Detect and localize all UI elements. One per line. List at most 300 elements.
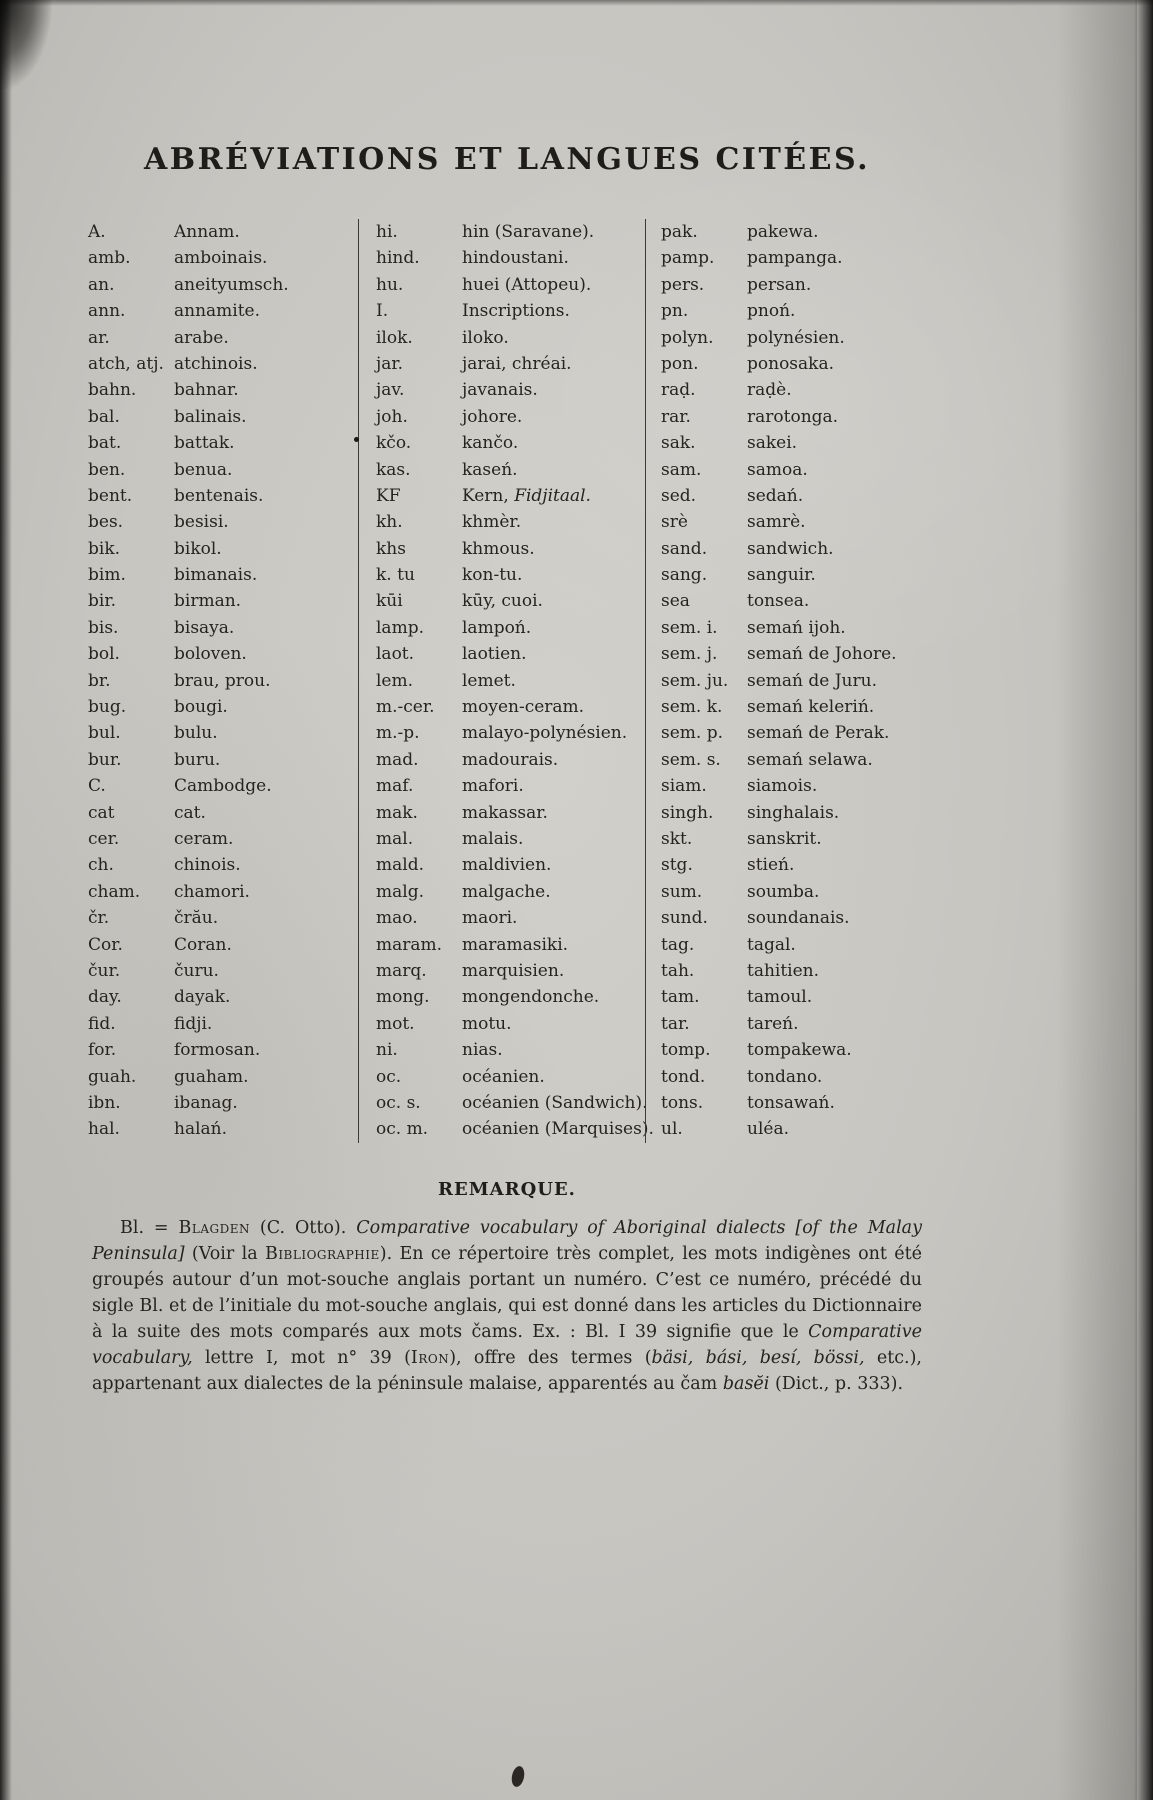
remark-text-segment: lettre I, mot n° 39 ( bbox=[192, 1347, 411, 1368]
language-name: javanais. bbox=[462, 380, 538, 401]
language-name: singhalais. bbox=[747, 802, 840, 823]
language-name: arabe. bbox=[174, 327, 229, 348]
abbreviation: bir. bbox=[88, 591, 116, 612]
remark-text-segment: basĕi bbox=[722, 1373, 770, 1394]
abbreviation-entry bbox=[376, 615, 645, 641]
abbreviation: kūi bbox=[376, 591, 403, 612]
abbreviation: sea bbox=[661, 591, 690, 612]
language-name: jarai, chréai. bbox=[462, 353, 572, 374]
abbreviation-entry bbox=[88, 509, 358, 535]
abbreviation: cham. bbox=[88, 881, 141, 902]
abbreviation: mad. bbox=[376, 749, 419, 770]
language-name: tompakewa. bbox=[747, 1040, 852, 1061]
abbreviation: joh. bbox=[376, 406, 408, 427]
abbreviation-entry bbox=[88, 668, 358, 694]
abbreviation: hind. bbox=[376, 248, 420, 269]
language-name: tondano. bbox=[747, 1066, 823, 1087]
language-name: bulu. bbox=[174, 723, 218, 744]
language-name: rarotonga. bbox=[747, 406, 839, 427]
abbreviation-entry bbox=[376, 298, 645, 324]
abbreviation: tond. bbox=[661, 1066, 706, 1087]
language-name: birman. bbox=[174, 591, 242, 612]
abbreviation-entry bbox=[661, 430, 926, 456]
language-name: maori. bbox=[462, 908, 518, 929]
abbreviation: bug. bbox=[88, 697, 127, 718]
abbreviation-entry bbox=[88, 720, 358, 746]
language-name: kančo. bbox=[462, 433, 519, 454]
abbreviation: raḍ. bbox=[661, 380, 696, 401]
abbreviation-entry bbox=[88, 377, 358, 403]
language-name: maldivien. bbox=[462, 855, 552, 876]
abbreviation-entry bbox=[88, 245, 358, 271]
abbreviation-entry bbox=[376, 536, 645, 562]
language-name: madourais. bbox=[462, 749, 559, 770]
abbreviation: ann. bbox=[88, 301, 126, 322]
language-name: tonsea. bbox=[747, 591, 810, 612]
abbreviation-entry bbox=[376, 1037, 645, 1063]
abbreviation-entry bbox=[661, 800, 926, 826]
language-name: siamois. bbox=[747, 776, 818, 797]
language-name: lemet. bbox=[462, 670, 516, 691]
abbreviation-entry bbox=[661, 958, 926, 984]
remark-text-segment: ). En ce répertoire très complet, les mots indigènes ont été groupés autour d’un mot-souche anglais portant un numéro. C’est ce numéro, précédé du sigle Bl. et de l’initiale du mot-souche anglais, qui est donné dans les articles du Dictionnaire à la suite des mots comparés aux mots čams. Ex. : Bl. I 39 signifie que le bbox=[92, 1243, 923, 1342]
abbreviation-entry bbox=[88, 404, 358, 430]
language-name: bahnar. bbox=[174, 380, 239, 401]
abbreviation-entry bbox=[88, 1011, 358, 1037]
language-name: dayak. bbox=[174, 987, 231, 1008]
abbreviation: bes. bbox=[88, 512, 124, 533]
abbreviation-entry bbox=[88, 615, 358, 641]
abbreviation-entry bbox=[376, 245, 645, 271]
abbreviation: laot. bbox=[376, 644, 415, 665]
scan-smudge-bottom bbox=[510, 1765, 526, 1788]
language-name: kon-tu. bbox=[462, 565, 523, 586]
abbreviation-entry bbox=[661, 509, 926, 535]
scan-edge-top bbox=[0, 0, 1153, 6]
language-name: Annam. bbox=[174, 222, 240, 242]
language-name: tamoul. bbox=[747, 987, 813, 1008]
abbreviation-entry bbox=[376, 351, 645, 377]
abbreviation-entry bbox=[88, 325, 358, 351]
abbreviation: fid. bbox=[88, 1013, 116, 1034]
abbreviation: tar. bbox=[661, 1013, 690, 1034]
abbreviation-entry bbox=[376, 879, 645, 905]
language-name: Cambodge. bbox=[174, 776, 272, 797]
language-name: sanskrit. bbox=[747, 828, 822, 849]
abbreviation-entry bbox=[376, 1116, 654, 1142]
abbreviation: bent. bbox=[88, 485, 133, 506]
abbreviation-entry bbox=[88, 272, 358, 298]
abbreviation-entry bbox=[376, 720, 645, 746]
abbreviation-entry bbox=[88, 747, 358, 773]
language-name: nias. bbox=[462, 1040, 503, 1061]
language-name: battak. bbox=[174, 433, 235, 454]
abbreviation-entry bbox=[661, 325, 926, 351]
abbreviation-entry bbox=[376, 457, 645, 483]
abbreviation-entry bbox=[88, 1090, 358, 1116]
language-name: čuru. bbox=[174, 960, 219, 981]
abbreviation-entry bbox=[661, 694, 926, 720]
abbreviation: čur. bbox=[88, 960, 121, 981]
abbreviation: KF bbox=[376, 485, 401, 506]
abbreviation-entry bbox=[88, 219, 358, 245]
abbreviation-entry bbox=[661, 1116, 926, 1142]
abbreviation: kčo. bbox=[376, 433, 412, 454]
language-name: semań de Perak. bbox=[747, 723, 890, 744]
abbreviation: lamp. bbox=[376, 617, 424, 638]
language-name: semań keleriń. bbox=[747, 697, 875, 718]
abbreviation-entry bbox=[661, 219, 926, 245]
scan-corner-top-left bbox=[0, 0, 52, 90]
abbreviation-entry bbox=[376, 747, 645, 773]
language-name: soundanais. bbox=[747, 908, 850, 929]
language-name: semań de Johore. bbox=[747, 644, 897, 665]
abbreviation: bis. bbox=[88, 617, 119, 638]
abbreviation: pon. bbox=[661, 353, 699, 374]
abbreviation-entry bbox=[376, 325, 645, 351]
language-name: samoa. bbox=[747, 459, 808, 480]
abbreviation: stg. bbox=[661, 855, 693, 876]
language-name: tonsawań. bbox=[747, 1092, 835, 1113]
abbreviation-entry bbox=[88, 905, 358, 931]
abbreviation-entry bbox=[376, 562, 645, 588]
language-name: samrè. bbox=[747, 512, 806, 533]
abbreviations-column-3 bbox=[645, 219, 926, 1143]
remark-text-segment: Comparative vocabulary of Aboriginal dialects [of the Malay Peninsula] bbox=[92, 1217, 922, 1264]
remark-text-segment: Bl. = bbox=[120, 1217, 179, 1238]
abbreviation-entry bbox=[88, 1037, 358, 1063]
remark-text-segment: (Voir la bbox=[184, 1243, 265, 1264]
abbreviation: m.-p. bbox=[376, 723, 420, 744]
language-name: semań de Juru. bbox=[747, 670, 877, 691]
abbreviation-entry bbox=[376, 1090, 648, 1116]
abbreviation: jar. bbox=[376, 353, 404, 374]
abbreviation: bahn. bbox=[88, 380, 137, 401]
abbreviation: polyn. bbox=[661, 327, 714, 348]
abbreviation-entry bbox=[376, 905, 645, 931]
language-name: mafori. bbox=[462, 776, 524, 797]
abbreviation-entry bbox=[376, 668, 645, 694]
abbreviation-entry bbox=[661, 483, 926, 509]
scan-edge-right bbox=[1134, 0, 1153, 1800]
abbreviation: ar. bbox=[88, 327, 110, 348]
language-name: maramasiki. bbox=[462, 934, 569, 955]
language-name: tagal. bbox=[747, 934, 796, 955]
abbreviation-entry bbox=[88, 984, 358, 1010]
abbreviation-entry bbox=[376, 509, 645, 535]
remark-text-segment: (Dict., p. 333). bbox=[769, 1373, 904, 1394]
abbreviation-entry bbox=[376, 377, 645, 403]
abbreviation: bal. bbox=[88, 406, 120, 427]
remark-text-segment: etc.), appartenant aux dialectes de la péninsule malaise, apparentés au čam bbox=[92, 1347, 922, 1394]
abbreviation: čr. bbox=[88, 908, 110, 929]
abbreviation: tons. bbox=[661, 1092, 704, 1113]
abbreviation-entry bbox=[376, 800, 645, 826]
abbreviation-entry bbox=[661, 852, 926, 878]
abbreviation-entry bbox=[376, 773, 645, 799]
abbreviation: mald. bbox=[376, 855, 424, 876]
language-name: iloko. bbox=[462, 327, 509, 348]
abbreviation: sem. s. bbox=[661, 749, 721, 770]
language-name: besisi. bbox=[174, 512, 229, 533]
language-name: motu. bbox=[462, 1013, 512, 1034]
language-name: hin (Saravane). bbox=[462, 222, 595, 242]
language-name: océanien. bbox=[462, 1066, 545, 1087]
abbreviation-entry bbox=[88, 852, 358, 878]
abbreviation-entry bbox=[376, 588, 645, 614]
abbreviation: oc. bbox=[376, 1066, 402, 1087]
abbreviation: maf. bbox=[376, 776, 414, 797]
abbreviation: ilok. bbox=[376, 327, 413, 348]
language-name: semań ijoh. bbox=[747, 617, 846, 638]
abbreviation: rar. bbox=[661, 406, 691, 427]
language-name: stień. bbox=[747, 855, 795, 876]
abbreviation-entry bbox=[661, 1037, 926, 1063]
language-name: khmous. bbox=[462, 538, 535, 559]
abbreviation-entry bbox=[661, 984, 926, 1010]
abbreviation-entry bbox=[88, 773, 358, 799]
language-name: cat. bbox=[174, 802, 206, 823]
abbreviation: A. bbox=[88, 222, 106, 242]
language-name: mongendonche. bbox=[462, 987, 600, 1008]
abbreviation: k. tu bbox=[376, 565, 415, 586]
abbreviation-entry bbox=[661, 668, 926, 694]
abbreviation: sang. bbox=[661, 565, 708, 586]
abbreviation: mal. bbox=[376, 828, 414, 849]
language-name: guaham. bbox=[174, 1066, 249, 1087]
remark-text-segment: ), offre des termes ( bbox=[449, 1347, 652, 1368]
language-name: bentenais. bbox=[174, 485, 264, 506]
language-name: moyen-ceram. bbox=[462, 697, 585, 718]
remark-text-segment: Iron bbox=[410, 1347, 450, 1368]
abbreviation: tam. bbox=[661, 987, 700, 1008]
abbreviation-entry bbox=[88, 1116, 358, 1142]
language-name: pnoń. bbox=[747, 301, 796, 322]
language-name: tareń. bbox=[747, 1013, 799, 1034]
abbreviation: kas. bbox=[376, 459, 411, 480]
language-name: kaseń. bbox=[462, 459, 518, 480]
language-name: chinois. bbox=[174, 855, 241, 876]
language-name: persan. bbox=[747, 274, 812, 295]
abbreviation: srè bbox=[661, 512, 688, 533]
abbreviation-entry bbox=[88, 641, 358, 667]
abbreviation-entry bbox=[88, 800, 358, 826]
abbreviation: cat bbox=[88, 802, 115, 823]
language-name: lampoń. bbox=[462, 617, 532, 638]
language-name: ibanag. bbox=[174, 1092, 238, 1113]
abbreviation-entry bbox=[661, 720, 926, 746]
language-name: brau, prou. bbox=[174, 670, 271, 691]
language-name: khmèr. bbox=[462, 512, 522, 533]
language-name: balinais. bbox=[174, 406, 247, 427]
abbreviation-entry bbox=[661, 536, 926, 562]
abbreviation-entry bbox=[661, 351, 926, 377]
abbreviation: pak. bbox=[661, 222, 698, 242]
abbreviations-column-1 bbox=[88, 219, 358, 1143]
abbreviation-entry bbox=[88, 457, 358, 483]
abbreviation: pers. bbox=[661, 274, 705, 295]
abbreviation: pn. bbox=[661, 301, 689, 322]
abbreviation: sand. bbox=[661, 538, 708, 559]
abbreviation: I. bbox=[376, 301, 389, 322]
abbreviation: sem. k. bbox=[661, 697, 723, 718]
abbreviation-entry bbox=[376, 219, 645, 245]
language-name: bimanais. bbox=[174, 565, 258, 586]
language-name: malgache. bbox=[462, 881, 551, 902]
language-name: semań selawa. bbox=[747, 749, 873, 770]
abbreviation: bol. bbox=[88, 644, 120, 665]
language-name: buru. bbox=[174, 749, 221, 770]
abbreviation-entry bbox=[376, 958, 645, 984]
language-name: tahitien. bbox=[747, 960, 820, 981]
abbreviation: sum. bbox=[661, 881, 703, 902]
abbreviation: guah. bbox=[88, 1066, 137, 1087]
abbreviation: marq. bbox=[376, 960, 427, 981]
abbreviation: an. bbox=[88, 274, 115, 295]
abbreviation: Cor. bbox=[88, 934, 123, 955]
remark-text-segment: Blagden bbox=[178, 1217, 250, 1238]
abbreviation: kh. bbox=[376, 512, 403, 533]
language-name: atchinois. bbox=[174, 353, 258, 374]
abbreviation: mong. bbox=[376, 987, 430, 1008]
language-name: bisaya. bbox=[174, 617, 235, 638]
abbreviation-entry bbox=[88, 536, 358, 562]
abbreviation: br. bbox=[88, 670, 111, 691]
scan-shadow-right bbox=[1057, 0, 1137, 1800]
abbreviation-entry bbox=[376, 641, 645, 667]
remark-text-segment: Bibliographie bbox=[264, 1243, 380, 1264]
language-name: soumba. bbox=[747, 881, 820, 902]
abbreviation: ben. bbox=[88, 459, 126, 480]
abbreviation-entry bbox=[661, 588, 926, 614]
remark-heading: REMARQUE. bbox=[438, 1178, 576, 1200]
abbreviation: lem. bbox=[376, 670, 414, 691]
abbreviation-entry bbox=[661, 641, 926, 667]
abbreviation: m.-cer. bbox=[376, 697, 435, 718]
language-name: Coran. bbox=[174, 934, 232, 955]
abbreviation: tag. bbox=[661, 934, 695, 955]
language-name: pampanga. bbox=[747, 248, 843, 269]
abbreviation: sak. bbox=[661, 433, 696, 454]
abbreviation-entry bbox=[88, 694, 358, 720]
page-content bbox=[88, 0, 926, 1397]
abbreviation-entry bbox=[376, 404, 645, 430]
remark-paragraph bbox=[92, 1215, 922, 1397]
abbreviation: sem. j. bbox=[661, 644, 718, 665]
abbreviation-entry bbox=[88, 483, 358, 509]
abbreviation: mot. bbox=[376, 1013, 415, 1034]
abbreviation-entry bbox=[88, 562, 358, 588]
abbreviation-entry bbox=[88, 932, 358, 958]
abbreviation-entry bbox=[376, 430, 645, 456]
language-name: formosan. bbox=[174, 1040, 261, 1061]
abbreviation: tomp. bbox=[661, 1040, 711, 1061]
language-name: océanien (Sandwich). bbox=[462, 1092, 648, 1113]
abbreviation-entry bbox=[376, 852, 645, 878]
language-name: bougi. bbox=[174, 697, 228, 718]
abbreviation: maram. bbox=[376, 934, 443, 955]
abbreviation: pamp. bbox=[661, 248, 715, 269]
abbreviation-entry bbox=[661, 826, 926, 852]
page-title: ABRÉVIATIONS ET LANGUES CITÉES. bbox=[143, 142, 871, 177]
language-name: Inscriptions. bbox=[462, 301, 570, 322]
language-name: bikol. bbox=[174, 538, 222, 559]
abbreviation: skt. bbox=[661, 828, 693, 849]
ink-speck bbox=[354, 437, 359, 442]
abbreviation-entry bbox=[376, 483, 645, 509]
language-name: aneityumsch. bbox=[174, 274, 289, 295]
abbreviations-column-2 bbox=[358, 219, 654, 1143]
abbreviation-entry bbox=[376, 932, 645, 958]
abbreviation-entry bbox=[88, 958, 358, 984]
abbreviation-entry bbox=[661, 272, 926, 298]
abbreviation: ibn. bbox=[88, 1092, 121, 1113]
abbreviation-entry bbox=[661, 298, 926, 324]
abbreviation-entry bbox=[661, 245, 926, 271]
language-name: sedań. bbox=[747, 485, 804, 506]
abbreviation-entry bbox=[661, 404, 926, 430]
abbreviation: sam. bbox=[661, 459, 702, 480]
language-name: laotien. bbox=[462, 644, 527, 665]
abbreviation: malg. bbox=[376, 881, 424, 902]
language-name: Kern, Fidjitaal. bbox=[462, 485, 591, 506]
abbreviation: amb. bbox=[88, 248, 131, 269]
abbreviation: hi. bbox=[376, 222, 398, 242]
language-name: océanien (Marquises). bbox=[462, 1119, 654, 1140]
abbreviation-entry bbox=[661, 1090, 926, 1116]
abbreviation: sem. ju. bbox=[661, 670, 729, 691]
language-name: marquisien. bbox=[462, 960, 565, 981]
remark-text-segment: Comparative vocabulary, bbox=[92, 1321, 922, 1368]
abbreviation: tah. bbox=[661, 960, 695, 981]
scan-edge-left bbox=[0, 0, 12, 1800]
abbreviation: jav. bbox=[376, 380, 405, 401]
abbreviation: ul. bbox=[661, 1119, 683, 1140]
abbreviation: cer. bbox=[88, 828, 120, 849]
language-name: hindoustani. bbox=[462, 248, 569, 269]
abbreviation: sed. bbox=[661, 485, 697, 506]
abbreviation-entry bbox=[661, 879, 926, 905]
abbreviation-entry bbox=[376, 1011, 645, 1037]
abbreviation-entry bbox=[661, 747, 926, 773]
abbreviation-entry bbox=[661, 1011, 926, 1037]
language-name: malais. bbox=[462, 828, 524, 849]
abbreviation: siam. bbox=[661, 776, 707, 797]
abbreviation-entry bbox=[376, 1064, 645, 1090]
abbreviation-entry bbox=[661, 932, 926, 958]
abbreviation: bat. bbox=[88, 433, 122, 454]
abbreviation: sem. i. bbox=[661, 617, 718, 638]
abbreviation-entry bbox=[88, 588, 358, 614]
abbreviations-table bbox=[88, 219, 926, 1143]
abbreviation-entry bbox=[376, 694, 645, 720]
language-name: fidji. bbox=[174, 1013, 213, 1034]
abbreviation-entry bbox=[88, 879, 358, 905]
remark-text-segment: (C. Otto). bbox=[249, 1217, 357, 1238]
language-name: polynésien. bbox=[747, 327, 845, 348]
abbreviation: hu. bbox=[376, 274, 404, 295]
abbreviation: hal. bbox=[88, 1119, 120, 1140]
language-name: sakei. bbox=[747, 433, 798, 454]
abbreviation: ni. bbox=[376, 1040, 398, 1061]
language-name: makassar. bbox=[462, 802, 548, 823]
abbreviation-entry bbox=[88, 430, 358, 456]
abbreviation: sund. bbox=[661, 908, 708, 929]
abbreviation-entry bbox=[661, 562, 926, 588]
abbreviation-entry bbox=[88, 351, 358, 377]
abbreviation-entry bbox=[88, 1064, 358, 1090]
abbreviation: oc. s. bbox=[376, 1092, 421, 1113]
